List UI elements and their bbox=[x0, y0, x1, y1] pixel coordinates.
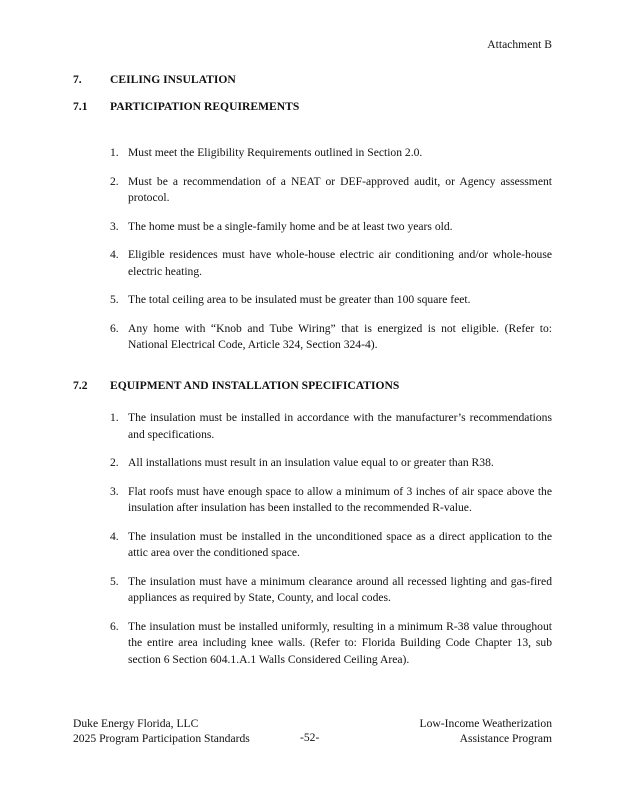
item-text: Must meet the Eligibility Requirements outlined in Section 2.0. bbox=[128, 146, 423, 159]
list-item bbox=[110, 145, 552, 162]
installation-specifications-list bbox=[110, 410, 552, 680]
subsection-title: PARTICIPATION REQUIREMENTS bbox=[110, 100, 300, 113]
footer-program-line1: Low-Income Weatherization bbox=[419, 717, 552, 730]
list-item bbox=[110, 410, 552, 443]
item-number: 6. bbox=[110, 321, 119, 335]
item-number: 4. bbox=[110, 248, 119, 261]
footer-standards: 2025 Program Participation Standards bbox=[73, 732, 250, 745]
item-text: The home must be a single-family home and be at least two years old. bbox=[128, 219, 453, 233]
section-title: CEILING INSULATION bbox=[110, 73, 236, 86]
list-item bbox=[110, 174, 552, 207]
item-text: The insulation must be installed in accordance with the manufacturer’s recommendations and specifications. bbox=[128, 411, 552, 441]
item-text: All installations must result in an insulation value equal to or greater than R38. bbox=[128, 456, 494, 469]
list-item bbox=[110, 574, 552, 607]
item-number: 5. bbox=[110, 293, 119, 306]
item-text: The insulation must be installed uniformly, resulting in a minimum R-38 value throughout the entire area including knee walls. (Refer to: Florida Building Code Chapter 13, sub section 6 Section 604.1.A.1 Walls Considered Ceiling Area). bbox=[128, 619, 552, 666]
list-item bbox=[110, 321, 552, 354]
item-number: 1. bbox=[110, 146, 119, 159]
item-number: 5. bbox=[110, 574, 119, 588]
subsection-number: 7.2 bbox=[73, 379, 88, 392]
list-item bbox=[110, 455, 552, 472]
participation-requirements-list bbox=[110, 145, 552, 366]
item-number: 6. bbox=[110, 619, 119, 633]
item-number: 3. bbox=[110, 219, 119, 233]
item-text: The insulation must have a minimum clearance around all recessed lighting and gas-fired appliances as required by State, County, and local codes. bbox=[128, 574, 552, 604]
item-number: 3. bbox=[110, 484, 119, 498]
list-item bbox=[110, 484, 552, 517]
list-item bbox=[110, 529, 552, 562]
footer-program-line2: Assistance Program bbox=[459, 732, 552, 745]
item-text: Must be a recommendation of a NEAT or DEF-approved audit, or Agency assessment protocol. bbox=[128, 174, 552, 204]
item-number: 4. bbox=[110, 529, 119, 543]
section-heading bbox=[73, 73, 236, 86]
list-item bbox=[110, 292, 552, 309]
footer-company: Duke Energy Florida, LLC bbox=[73, 717, 199, 730]
subsection-number: 7.1 bbox=[73, 100, 88, 113]
list-item bbox=[110, 247, 552, 280]
subsection-heading-7-1 bbox=[73, 100, 299, 113]
item-text: The insulation must be installed in the unconditioned space as a direct application to the attic area over the conditioned space. bbox=[128, 529, 552, 559]
subsection-heading-7-2 bbox=[73, 379, 399, 392]
section-number: 7. bbox=[73, 73, 82, 86]
list-item bbox=[110, 219, 552, 236]
item-number: 1. bbox=[110, 411, 119, 424]
subsection-title: EQUIPMENT AND INSTALLATION SPECIFICATIONS bbox=[110, 379, 400, 392]
item-text: Any home with “Knob and Tube Wiring” that is energized is not eligible. (Refer to: National Electrical Code, Article 324, Section 324-4). bbox=[128, 321, 552, 351]
item-number: 2. bbox=[110, 456, 119, 469]
item-text: Flat roofs must have enough space to allow a minimum of 3 inches of air space above the insulation after insulation has been installed to the recommended R-value. bbox=[128, 484, 552, 514]
attachment-label: Attachment B bbox=[487, 38, 552, 51]
footer-left bbox=[73, 716, 250, 746]
list-item bbox=[110, 619, 552, 669]
footer-right bbox=[420, 716, 552, 746]
item-text: Eligible residences must have whole-house electric air conditioning and/or whole-house electric heating. bbox=[128, 248, 552, 278]
item-number: 2. bbox=[110, 174, 119, 188]
item-text: The total ceiling area to be insulated must be greater than 100 square feet. bbox=[128, 293, 471, 306]
page-number: -52- bbox=[300, 731, 320, 744]
